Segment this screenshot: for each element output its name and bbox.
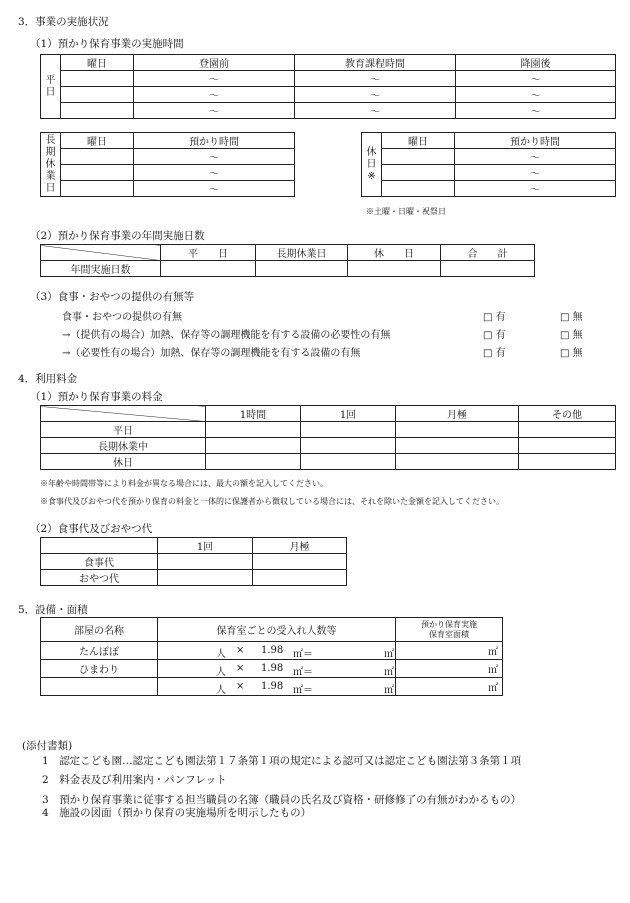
subsection-3-2-title: （2）預かり保育事業の年間実施日数 [30, 230, 205, 242]
row-label-annual-days: 年間実施日数 [41, 261, 161, 277]
table-row [41, 149, 295, 165]
section-3-title: 3．事業の実施状況 [18, 16, 109, 28]
col-header-care-hours: 預かり時間 [455, 133, 616, 149]
meal-fee-table [40, 537, 347, 586]
capacity-formula-cell[interactable]: 人 × 1.98 ㎡＝ ㎡ [158, 678, 396, 696]
table-row [41, 678, 503, 696]
row-label-holiday: 休日 [41, 454, 206, 470]
long-vacation-side-label: 長 期 休 業 日 [41, 133, 61, 197]
attachment-item-4: 4 施設の図面（預かり保育の実施場所を明示したもの） [42, 807, 312, 819]
col-header-after-school: 降園後 [456, 55, 616, 71]
fee-cell[interactable] [301, 454, 396, 470]
table-row [362, 165, 616, 181]
col-header-weekday: 曜日 [61, 55, 134, 71]
fee-cell[interactable] [519, 438, 616, 454]
meal-question-2: →（提供有の場合）加熱、保存等の調理機能を有する設備の必要性の有無 [62, 330, 391, 341]
time-range-cell[interactable]: ～ [295, 103, 456, 119]
table-row [41, 454, 616, 470]
fee-cell[interactable] [301, 438, 396, 454]
room-name-cell[interactable]: ひまわり [41, 660, 158, 678]
row-label-meal-fee: 食事代 [41, 554, 158, 570]
time-range-cell[interactable]: ～ [134, 103, 295, 119]
col-header-capacity: 保育室ごとの受入れ人数等 [158, 618, 396, 642]
holiday-note: ※土曜・日曜・祝祭日 [366, 207, 446, 216]
col-header-care-hours: 預かり時間 [134, 133, 295, 149]
row-label-weekday: 平日 [41, 422, 206, 438]
days-cell[interactable] [256, 261, 348, 277]
subsection-4-1-title: （1）預かり保育事業の料金 [30, 391, 163, 403]
col-header-monthly: 月極 [396, 406, 519, 422]
fee-cell[interactable] [396, 454, 519, 470]
fee-note-1: ※年齢や時間帯等により料金が異なる場合には、最大の額を記入してください。 [40, 479, 328, 488]
days-cell[interactable] [441, 261, 535, 277]
attachment-item-1: 1 認定こども園…認定こども園法第１７条第１項の規定による認可又は認定こども園法第３条第１項 [42, 755, 522, 767]
col-header-area: 預かり保育実施 保育室面積 [396, 618, 503, 642]
col-header-per-visit: 1回 [158, 538, 253, 554]
days-cell[interactable] [348, 261, 441, 277]
col-header-weekday-days: 平 日 [161, 245, 256, 261]
time-range-cell[interactable]: ～ [134, 71, 295, 87]
fee-cell[interactable] [253, 570, 347, 586]
table-row [41, 165, 295, 181]
table-row [362, 181, 616, 197]
attachments-title: (添付書類) [22, 740, 73, 752]
annual-days-table [40, 244, 535, 277]
weekday-cell[interactable] [61, 181, 134, 197]
blank-header-cell [41, 538, 158, 554]
weekday-cell[interactable] [61, 165, 134, 181]
row-label-long-vacation: 長期休業中 [41, 438, 206, 454]
col-header-long-vacation-days: 長期休業日 [256, 245, 348, 261]
time-range-cell[interactable]: ～ [295, 87, 456, 103]
holiday-side-label: 休 日 ※ [362, 133, 382, 197]
area-cell[interactable]: ㎡ [396, 642, 503, 660]
time-range-cell[interactable]: ～ [455, 181, 616, 197]
weekday-cell[interactable] [382, 165, 455, 181]
days-cell[interactable] [161, 261, 256, 277]
subsection-3-1-title: （1）預かり保育事業の実施時間 [30, 38, 184, 50]
time-range-cell[interactable]: ～ [456, 87, 616, 103]
weekday-cell[interactable] [61, 103, 134, 119]
facility-area-table [40, 617, 503, 696]
fee-cell[interactable] [396, 438, 519, 454]
col-header-monthly: 月極 [253, 538, 347, 554]
weekday-cell[interactable] [61, 71, 134, 87]
table-row [41, 422, 616, 438]
fee-cell[interactable] [253, 554, 347, 570]
time-range-cell[interactable]: ～ [456, 103, 616, 119]
time-range-cell[interactable]: ～ [134, 181, 295, 197]
col-header-per-hour: 1時間 [206, 406, 301, 422]
col-header-total-days: 合 計 [441, 245, 535, 261]
table-row [41, 570, 347, 586]
attachment-item-3: 3 預かり保育事業に従事する担当職員の名簿（職員の氏名及び資格・研修修了の有無がわかるもの） [42, 794, 522, 806]
col-header-other: その他 [519, 406, 616, 422]
weekday-cell[interactable] [382, 149, 455, 165]
long-vacation-hours-table [40, 132, 295, 197]
meal-q2-yes-checkbox[interactable]: □ 有 [483, 330, 506, 341]
fee-cell[interactable] [396, 422, 519, 438]
holiday-hours-table [361, 132, 616, 197]
weekday-side-label: 平 日 [41, 55, 61, 119]
meal-q3-yes-checkbox[interactable]: □ 有 [483, 348, 506, 359]
table-row [41, 71, 616, 87]
area-cell[interactable]: ㎡ [396, 660, 503, 678]
fee-table [40, 405, 616, 470]
fee-cell[interactable] [519, 422, 616, 438]
col-header-before-school: 登園前 [134, 55, 295, 71]
diagonal-header-cell [41, 406, 206, 422]
col-header-holiday-days: 休 日 [348, 245, 441, 261]
meal-q1-yes-checkbox[interactable]: □ 有 [483, 312, 506, 323]
fee-cell[interactable] [206, 454, 301, 470]
meal-q3-no-checkbox[interactable]: □ 無 [560, 348, 583, 359]
diagonal-header-cell [41, 245, 161, 261]
table-row [362, 149, 616, 165]
time-range-cell[interactable]: ～ [134, 87, 295, 103]
table-row [41, 103, 616, 119]
section-5-title: 5．設備・面積 [18, 604, 88, 616]
table-row [41, 554, 347, 570]
time-range-cell[interactable]: ～ [456, 71, 616, 87]
fee-cell[interactable] [519, 454, 616, 470]
weekday-cell[interactable] [382, 181, 455, 197]
weekday-cell[interactable] [61, 87, 134, 103]
col-header-per-visit: 1回 [301, 406, 396, 422]
fee-cell[interactable] [301, 422, 396, 438]
table-row [41, 660, 503, 678]
meal-question-3: →（必要性有の場合）加熱、保存等の調理機能を有する設備の有無 [62, 348, 361, 359]
subsection-3-3-title: （3）食事・おやつの提供の有無等 [30, 291, 195, 303]
col-header-weekday: 曜日 [61, 133, 134, 149]
meal-question-1: 食事・おやつの提供の有無 [62, 312, 182, 323]
col-header-room-name: 部屋の名称 [41, 618, 158, 642]
table-row [41, 87, 616, 103]
time-range-cell[interactable]: ～ [455, 165, 616, 181]
time-range-cell[interactable]: ～ [455, 149, 616, 165]
col-header-weekday: 曜日 [382, 133, 455, 149]
fee-cell[interactable] [206, 438, 301, 454]
time-range-cell[interactable]: ～ [134, 149, 295, 165]
table-row [41, 181, 295, 197]
attachment-item-2: 2 料金表及び利用案内・パンフレット [42, 774, 227, 786]
table-row [41, 642, 503, 660]
col-header-school-hours: 教育課程時間 [295, 55, 456, 71]
fee-cell[interactable] [206, 422, 301, 438]
section-4-title: 4．利用料金 [18, 373, 78, 385]
row-label-snack-fee: おやつ代 [41, 570, 158, 586]
room-name-cell[interactable] [41, 678, 158, 696]
subsection-4-2-title: （2）食事代及びおやつ代 [30, 523, 153, 535]
weekday-hours-table [40, 54, 616, 119]
time-range-cell[interactable]: ～ [134, 165, 295, 181]
meal-q1-no-checkbox[interactable]: □ 無 [560, 312, 583, 323]
fee-note-2: ※食事代及びおやつ代を預かり保育の料金と一体的に保護者から徴収している場合には、それを除いた金額を記入してください。 [40, 497, 504, 506]
fee-cell[interactable] [158, 554, 253, 570]
table-row [41, 438, 616, 454]
room-name-cell[interactable]: たんぽぽ [41, 642, 158, 660]
fee-cell[interactable] [158, 570, 253, 586]
time-range-cell[interactable]: ～ [295, 71, 456, 87]
capacity-formula-cell[interactable]: 人 × 1.98 ㎡＝ ㎡ [158, 660, 396, 678]
weekday-cell[interactable] [61, 149, 134, 165]
table-row [41, 261, 535, 277]
capacity-formula-cell[interactable]: 人 × 1.98 ㎡＝ ㎡ [158, 642, 396, 660]
area-cell[interactable]: ㎡ [396, 678, 503, 696]
meal-q2-no-checkbox[interactable]: □ 無 [560, 330, 583, 341]
